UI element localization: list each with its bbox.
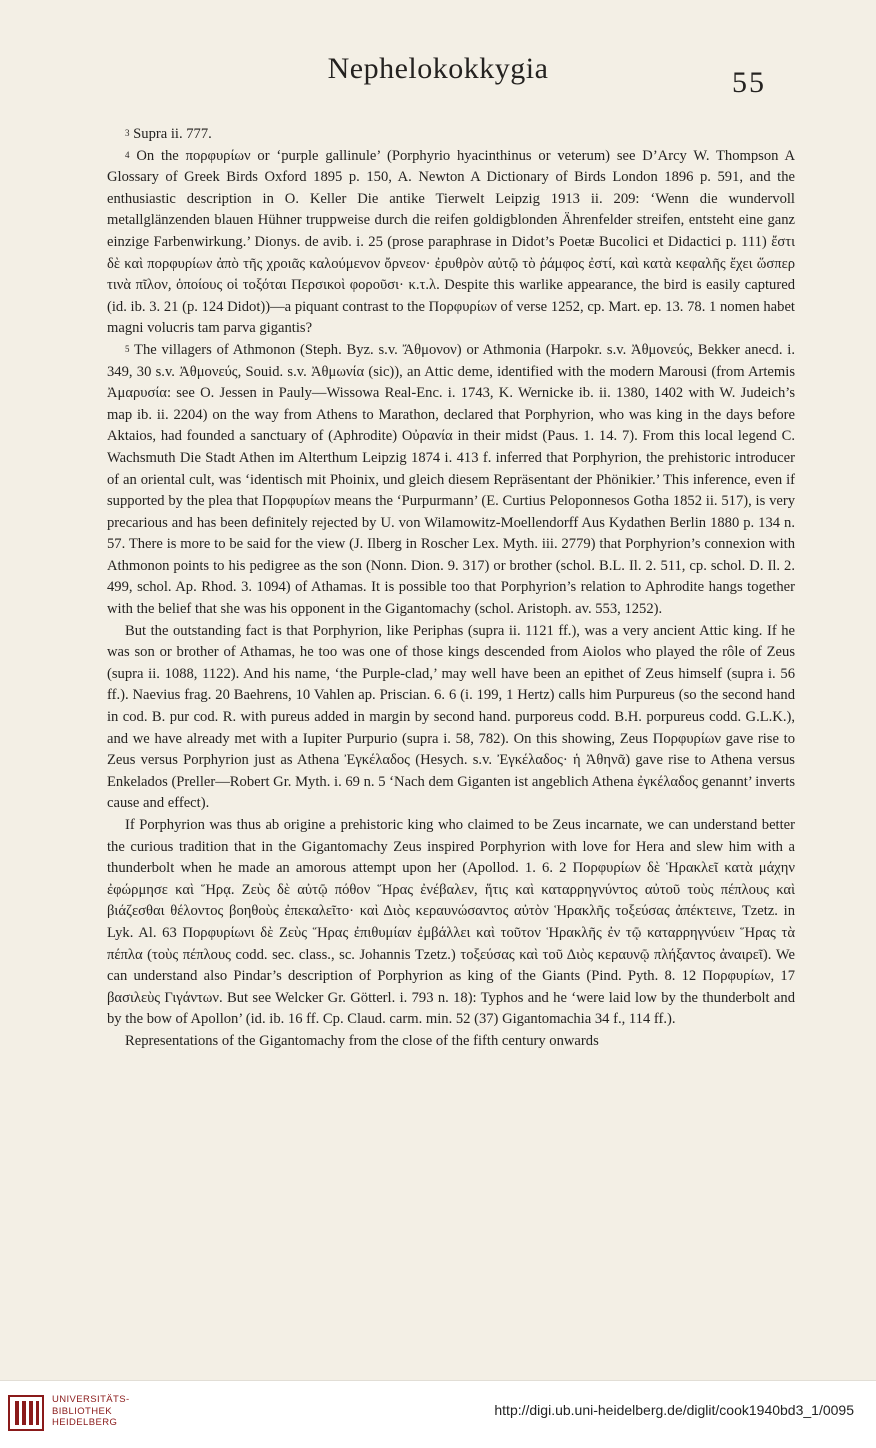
- university-library-logo-icon[interactable]: [8, 1395, 44, 1431]
- page-number: 55: [732, 66, 766, 99]
- paragraph-ab-origine: If Porphyrion was thus ab origine a prehistoric king who claimed to be Zeus incarnate, we can understand better the curious tradition that in the Gigantomachy Zeus inspired Porphyrion with love for Hera and slew him with a thunderbolt when he made an amorous attempt upon her (Apollod. 1. 6. 2 Πορφυρίων δὲ Ἡρακλεῖ κατὰ μάχην ἐφώρμησε καὶ Ἥρᾳ. Ζεὺς δὲ αὐτῷ πόθον Ἥρας ἐνέβαλεν, ἥτις καὶ καταρρηγνύντος αὐτοῦ τοὺς πέπλους καὶ βιάζεσθαι θέλοντος βοηθοὺς ἐπεκαλεῖτο· καὶ Διὸς κεραυνώσαντος αὐτὸν Ἡρακλῆς τοξεύσας ἀπέκτεινε, Tzetz. in Lyk. Al. 63 Πορφυρίωνι δὲ Ζεὺς Ἥρας ἐπιθυμίαν ἐμβάλλει καὶ τοῦτον Ἡρακλῆς ἐν τῷ καταρρηγνύειν Ἥρας τὰ πέπλα (τοὺς πέπλους codd. sec. class., sc. Johannis Tzetz.) τοξεύσας καὶ τοῦ Διὸς κεραυνῷ πλήξαντος ἀναιρεῖ). We can understand also Pindar’s description of Porphyrion as king of the Giants (Pind. Pyth. 8. 12 Πορφυρίων, 17 βασιλεὺς Γιγάντων. But see Welcker Gr. Götterl. i. 793 n. 18): Typhos and he ‘were laid low by the thunderbolt and by the bow of Apollon’ (id. ib. 16 ff. Cp. Claud. carm. min. 52 (37) Gigantomachia 34 f., 114 ff.).: [107, 817, 795, 1028]
- footnote-5-marker: 5: [125, 343, 130, 354]
- university-library-name: [52, 1394, 130, 1429]
- paragraph-outstanding-fact: But the outstanding fact is that Porphyrion, like Periphas (supra ii. 1121 ff.), was a very ancient Attic king. If he was son or brother of Athamas, he too was one of those kings descended from Aiolos who played the rôle of Zeus (supra ii. 1088, 1122). And his name, ‘the Purple-clad,’ may well have been an epithet of Zeus himself (supra i. 56 ff.). Naevius frag. 20 Baehrens, 10 Vahlen ap. Priscian. 6. 6 (i. 199, 1 Hertz) calls him Purpureus (so the second hand in cod. B. pur cod. R. with pureus added in margin by second hand. purporeus codd. B.H. porpureus codd. G.L.K.), and we have already met with a Iupiter Purpurio (supra i. 58, 782). On this showing, Zeus Πορφυρίων gave rise to Zeus versus Porphyrion just as Athena Ἐγκέλαδος (Hesych. s.v. Ἐγκέλαδος· ἡ Ἀθηνᾶ) gave rise to Athena versus Enkelados (Preller—Robert Gr. Myth. i. 69 n. 5 ‘Nach dem Giganten ist angeblich Athena ἐγκέλαδος genannt’ inverts cause and effect).: [107, 622, 795, 812]
- footnote-5: [107, 340, 795, 621]
- logo-line-2: BIBLIOTHEK: [52, 1405, 112, 1417]
- footnote-text-block: [107, 124, 795, 1053]
- logo-line-1: UNIVERSITÄTS-: [52, 1394, 130, 1405]
- footnote-4: [107, 146, 795, 340]
- page-header: [0, 52, 876, 102]
- footnote-4-text: On the πορφυρίων or ‘purple gallinule’ (Porphyrio hyacinthinus or veterum) see D’Arcy W. Thompson A Glossary of Greek Birds Oxford 1895 p. 150, A. Newton A Dictionary of Birds London 1896 p. 591, and the enthusiastic description in O. Keller Die antike Tierwelt Leipzig 1913 ii. 209: ‘Wenn die wundervoll metallglänzenden blauen Hühner truppweise durch die reifen goldigblonden Ährenfelder streifen, entsteht eine ganz einzige Farbenwirkung.’ Dionys. de avib. i. 25 (prose paraphrase in Didot’s Poetæ Bucolici et Didactici p. 111) ἔστι δὲ καὶ πορφυρίων ἀπὸ τῆς χροιᾶς καλούμενον ὄρνεον· ἐρυθρὸν αὐτῷ τὸ ῥάμφος ἐστί, καὶ κατὰ κεφαλῆς ἔχει ὥσπερ τινὰ πῖλον, ὁποίους οἱ τοξόται Περσικοὶ φοροῦσι· κ.τ.λ. Despite this warlike appearance, the bird is easily captured (id. ib. 3. 21 (p. 124 Didot))—a piquant contrast to the Πορφυρίων of verse 1252, cp. Mart. ep. 13. 78. 1 nomen habet magni volucris tam parva gigantis?: [107, 147, 795, 337]
- logo-line-3: HEIDELBERG: [52, 1417, 118, 1428]
- footnote-3-marker: 3: [125, 128, 130, 138]
- footnote-5-text: The villagers of Athmonon (Steph. Byz. s.v. Ἄθμονον) or Athmonia (Harpokr. s.v. Ἀθμονεύς, Bekker anecd. i. 349, 30 s.v. Ἀθμονεύς, Souid. s.v. Ἀθμωνία (sic)), an Attic deme, identified with the modern Marousi (from Artemis Ἀμαρυσία: see O. Jessen in Pauly—Wissowa Real-Enc. i. 1743, K. Wernicke ib. ii. 1380, 1402 with W. Judeich’s map ib. ii. 2204) on the way from Athens to Marathon, declared that Porphyrion, who was king in the days before Aktaios, had founded a sanctuary of (Aphrodite) Οὐρανία in their midst (Paus. 1. 14. 7). From this local legend C. Wachsmuth Die Stadt Athen im Alterthum Leipzig 1874 i. 413 f. inferred that Porphyrion, the prehistoric introducer of an oriental cult, was ‘identisch mit Phoinix, und gleich diesem Repräsentant der Phönikier.’ This inference, even if supported by the plea that Πορφυρίων means the ‘Purpurmann’ (E. Curtius Peloponnesos Gotha 1852 ii. 517), is very precarious and has been definitely rejected by U. von Wilamowitz-Moellendorff Aus Kydathen Berlin 1880 p. 134 n. 57. There is more to be said for the view (J. Ilberg in Roscher Lex. Myth. iii. 2779) that Porphyrion’s connexion with Athmonon points to his pedigree as the son (Nonn. Dion. 9. 317) or brother (schol. B.L. Il. 2. 511, cp. schol. D. Il. 2. 499, schol. Ap. Rhod. 3. 1094) of Athamas. It is possible too that Porphyrion’s relation to Aphrodite hangs together with the belief that she was his opponent in the Gigantomachy (schol. Aristoph. av. 553, 1252).: [107, 341, 795, 618]
- paragraph-representations: Representations of the Gigantomachy from the close of the fifth century onwards: [125, 1032, 599, 1049]
- permalink-url[interactable]: http://digi.ub.uni-heidelberg.de/diglit/cook1940bd3_1/0095: [494, 1402, 854, 1418]
- footnote-3-text: Supra ii. 777.: [133, 126, 212, 142]
- footnote-3: [107, 124, 795, 146]
- footnote-4-marker: 4: [125, 149, 130, 160]
- viewer-footer: [0, 1380, 876, 1448]
- running-title: Nephelokokkygia: [327, 52, 549, 85]
